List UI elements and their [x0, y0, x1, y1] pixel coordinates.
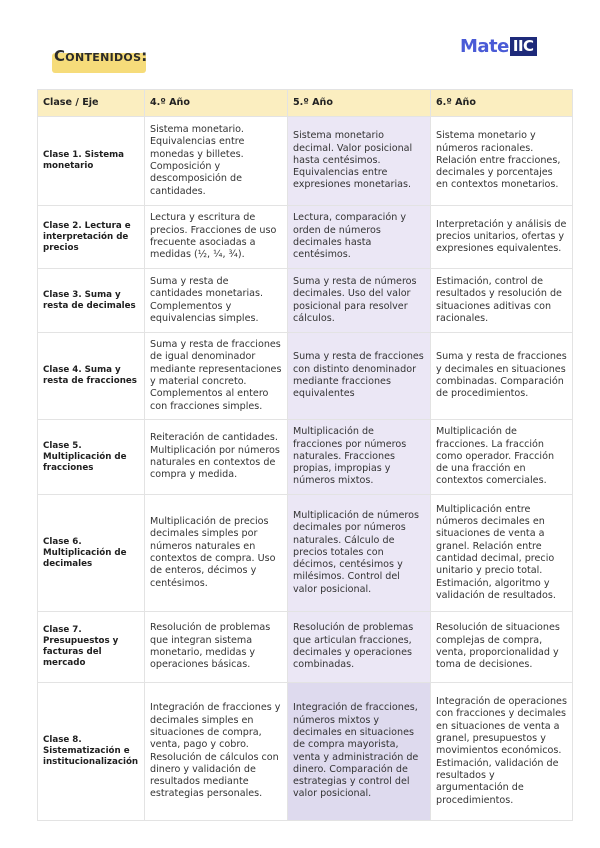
row-eje: Clase 2. Lectura e interpretación de precios	[38, 206, 145, 269]
cell-5-anio: Integración de fracciones, números mixtos y decimales en situaciones de compra mayorista, venta y administración de dinero. Comparación de estrategias y control del valor posicional.	[288, 683, 431, 821]
cell-6-anio: Interpretación y análisis de precios unitarios, ofertas y expresiones equivalentes.	[431, 206, 573, 269]
cell-4-anio: Multiplicación de precios decimales simples por números naturales en contextos de compra. Uso de enteros, décimos y centésimos.	[145, 495, 288, 612]
cell-5-anio: Multiplicación de fracciones por números naturales. Fracciones propias, impropias y números mixtos.	[288, 420, 431, 495]
table-row	[38, 420, 573, 495]
cell-4-anio: Reiteración de cantidades. Multiplicación por números naturales en contextos de compra y medida.	[145, 420, 288, 495]
cell-6-anio: Resolución de situaciones complejas de compra, venta, proporcionalidad y toma de decisiones.	[431, 612, 573, 683]
row-eje: Clase 6. Multiplicación de decimales	[38, 495, 145, 612]
cell-5-anio: Sistema monetario decimal. Valor posicional hasta centésimos. Equivalencias entre expresiones monetarias.	[288, 117, 431, 206]
cell-6-anio: Multiplicación de fracciones. La fracción como operador. Fracción de una fracción en contextos comerciales.	[431, 420, 573, 495]
table-row	[38, 117, 573, 206]
cell-4-anio: Sistema monetario. Equivalencias entre monedas y billetes. Composición y descomposición de cantidades.	[145, 117, 288, 206]
table-row	[38, 269, 573, 333]
cell-6-anio: Integración de operaciones con fracciones y decimales en situaciones de venta a granel, presupuestos y movimientos económicos. Estimación, validación de resultados y argumentación de procedimientos.	[431, 683, 573, 821]
table-row	[38, 612, 573, 683]
cell-5-anio: Resolución de problemas que articulan fracciones, decimales y operaciones combinadas.	[288, 612, 431, 683]
contents-table	[37, 89, 573, 821]
cell-4-anio: Resolución de problemas que integran sistema monetario, medidas y operaciones básicas.	[145, 612, 288, 683]
row-eje: Clase 7. Presupuestos y facturas del mercado	[38, 612, 145, 683]
cell-4-anio: Lectura y escritura de precios. Fracciones de uso frecuente asociadas a medidas (½, ¼, ¾).	[145, 206, 288, 269]
row-eje: Clase 1. Sistema monetario	[38, 117, 145, 206]
section-title-wrap	[54, 47, 148, 65]
header-clase-eje: Clase / Eje	[38, 90, 145, 117]
cell-6-anio: Multiplicación entre números decimales en situaciones de venta a granel. Relación entre cantidad decimal, precio unitario y precio total. Estimación, algoritmo y validación de resultados.	[431, 495, 573, 612]
cell-5-anio: Suma y resta de fracciones con distinto denominador mediante fracciones equivalentes	[288, 333, 431, 420]
table-row	[38, 683, 573, 821]
brand-logo	[460, 36, 537, 57]
page-title: Contenidos:	[54, 47, 148, 65]
header-6-anio: 6.º Año	[431, 90, 573, 117]
row-eje: Clase 8. Sistematización e institucionalización	[38, 683, 145, 821]
header-4-anio: 4.º Año	[145, 90, 288, 117]
cell-5-anio: Lectura, comparación y orden de números decimales hasta centésimos.	[288, 206, 431, 269]
cell-5-anio: Suma y resta de números decimales. Uso del valor posicional para resolver cálculos.	[288, 269, 431, 333]
row-eje: Clase 4. Suma y resta de fracciones	[38, 333, 145, 420]
table-row	[38, 333, 573, 420]
cell-4-anio: Integración de fracciones y decimales simples en situaciones de compra, venta, pago y cobro. Resolución de cálculos con dinero y validación de resultados mediante estrategias personales.	[145, 683, 288, 821]
cell-4-anio: Suma y resta de cantidades monetarias. Complementos y equivalencias simples.	[145, 269, 288, 333]
header-5-anio: 5.º Año	[288, 90, 431, 117]
cell-5-anio: Multiplicación de números decimales por números naturales. Cálculo de precios totales con décimos, centésimos y milésimos. Control del valor posicional.	[288, 495, 431, 612]
cell-6-anio: Sistema monetario y números racionales. Relación entre fracciones, decimales y porcentajes en contextos monetarios.	[431, 117, 573, 206]
table-row	[38, 495, 573, 612]
table-header-row	[38, 90, 573, 117]
row-eje: Clase 3. Suma y resta de decimales	[38, 269, 145, 333]
table-row	[38, 206, 573, 269]
cell-6-anio: Estimación, control de resultados y resolución de situaciones aditivas con racionales.	[431, 269, 573, 333]
logo-box: IIC	[510, 37, 537, 56]
cell-4-anio: Suma y resta de fracciones de igual denominador mediante representaciones y material concreto. Complementos al entero con fracciones simples.	[145, 333, 288, 420]
logo-text: Mate	[460, 36, 509, 57]
cell-6-anio: Suma y resta de fracciones y decimales en situaciones combinadas. Comparación de procedimientos.	[431, 333, 573, 420]
row-eje: Clase 5. Multiplicación de fracciones	[38, 420, 145, 495]
